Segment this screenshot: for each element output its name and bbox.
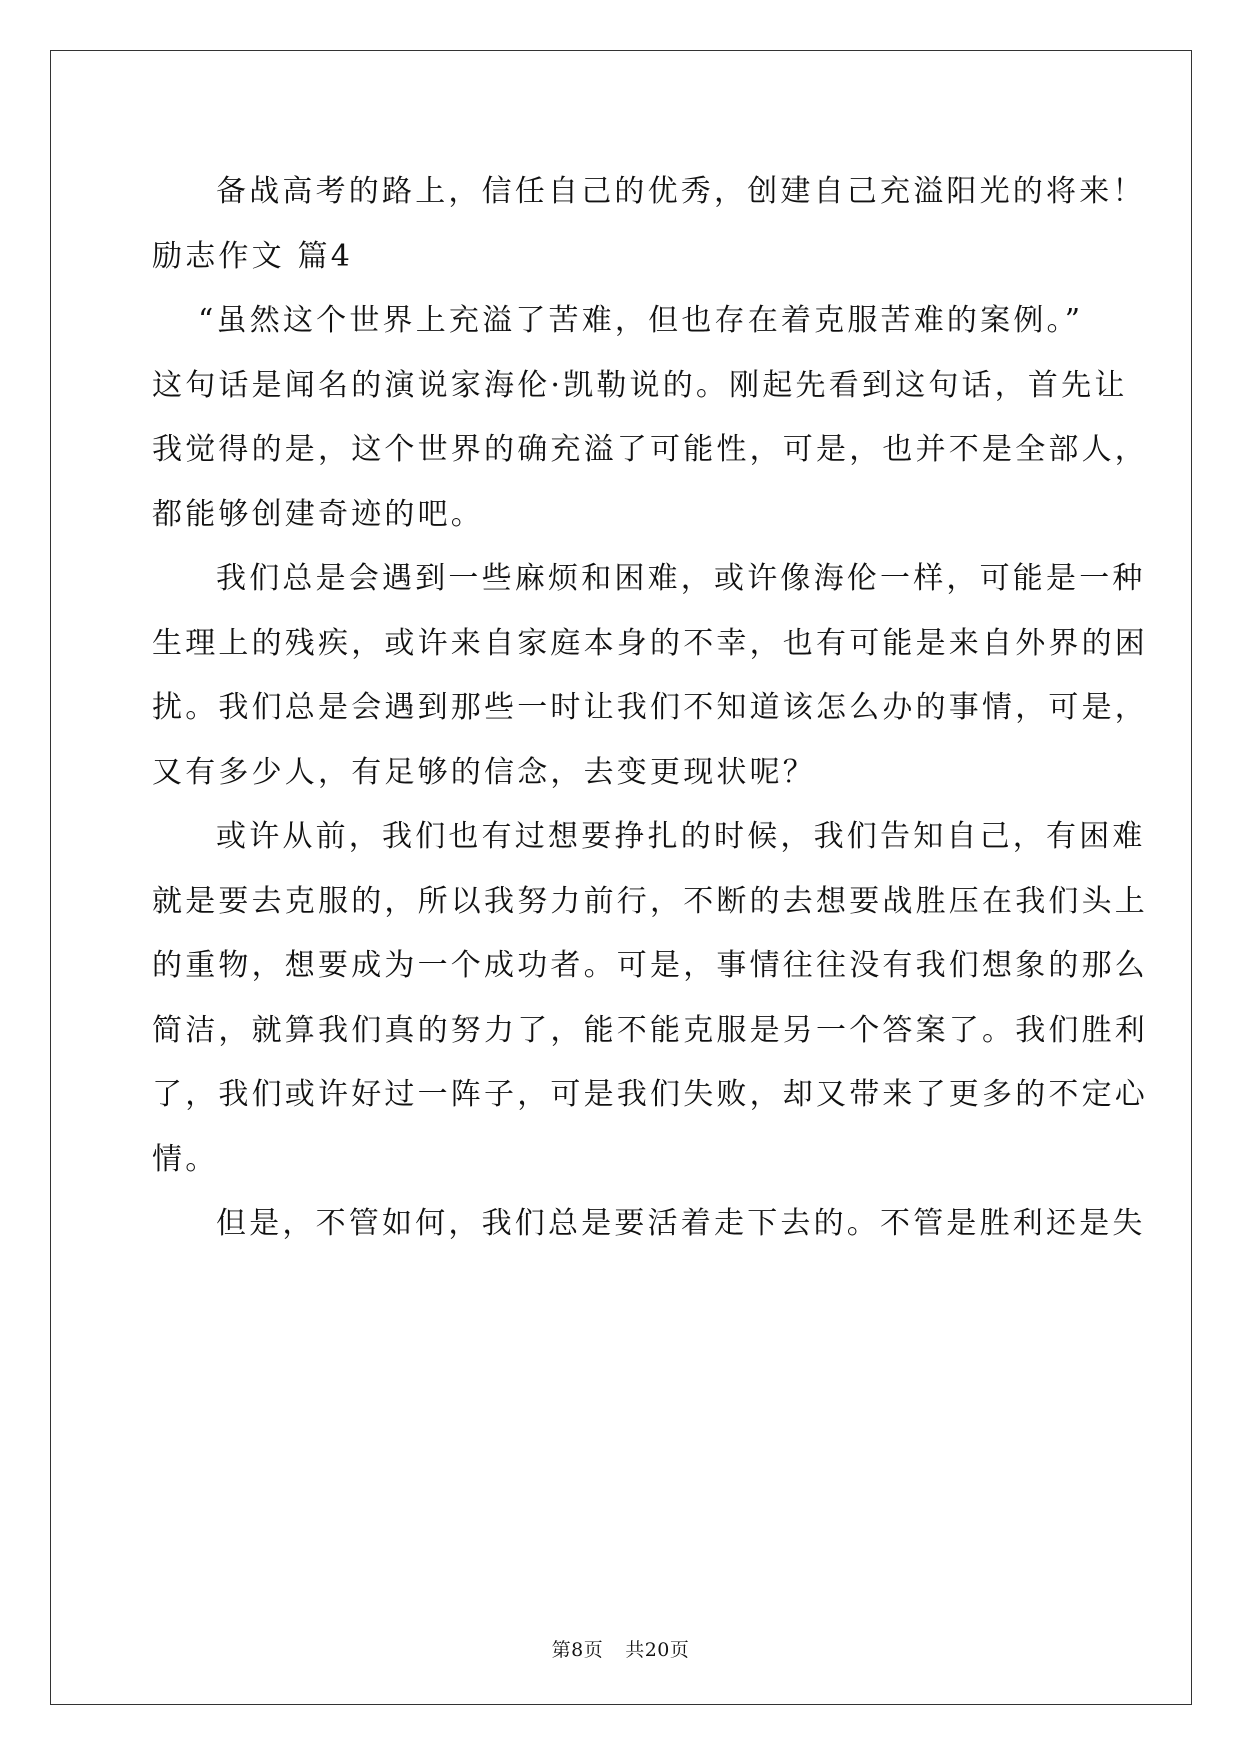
paragraph-line: 扰。我们总是会遇到那些一时让我们不知道该怎么办的事情，可是， <box>152 690 1148 725</box>
paragraph-line: 的重物，想要成为一个成功者。可是，事情往往没有我们想象的那么 <box>152 948 1148 983</box>
paragraph-line: 备战高考的路上，信任自己的优秀，创建自己充溢阳光的将来！ <box>216 174 1146 209</box>
paragraph-line: “虽然这个世界上充溢了苦难，但也存在着克服苦难的案例。” <box>198 303 1084 338</box>
section-heading: 励志作文 篇4 <box>152 238 354 274</box>
paragraph-line: 或许从前，我们也有过想要挣扎的时候，我们告知自己，有困难 <box>216 819 1146 854</box>
page-total: 共20页 <box>625 1639 690 1661</box>
page-footer <box>0 1638 1241 1662</box>
paragraph-line: 我觉得的是，这个世界的确充溢了可能性，可是，也并不是全部人， <box>152 432 1148 467</box>
paragraph-line: 我们总是会遇到一些麻烦和困难，或许像海伦一样，可能是一种 <box>216 561 1146 596</box>
paragraph-line: 但是，不管如何，我们总是要活着走下去的。不管是胜利还是失 <box>216 1206 1146 1241</box>
paragraph-line: 了，我们或许好过一阵子，可是我们失败，却又带来了更多的不定心 <box>152 1077 1148 1112</box>
page-number: 第8页 <box>551 1639 604 1661</box>
paragraph-line: 就是要去克服的，所以我努力前行，不断的去想要战胜压在我们头上 <box>152 883 1148 919</box>
paragraph-line: 都能够创建奇迹的吧。 <box>152 496 484 532</box>
paragraph-line: 又有多少人，有足够的信念，去变更现状呢？ <box>152 754 816 790</box>
paragraph-line: 简洁，就算我们真的努力了，能不能克服是另一个答案了。我们胜利 <box>152 1012 1148 1048</box>
document-body <box>152 160 1148 1257</box>
paragraph-line: 生理上的残疾，或许来自家庭本身的不幸，也有可能是来自外界的困 <box>152 625 1148 661</box>
paragraph-line: 情。 <box>152 1141 219 1177</box>
paragraph-line: 这句话是闻名的演说家海伦·凯勒说的。刚起先看到这句话，首先让 <box>152 367 1128 403</box>
